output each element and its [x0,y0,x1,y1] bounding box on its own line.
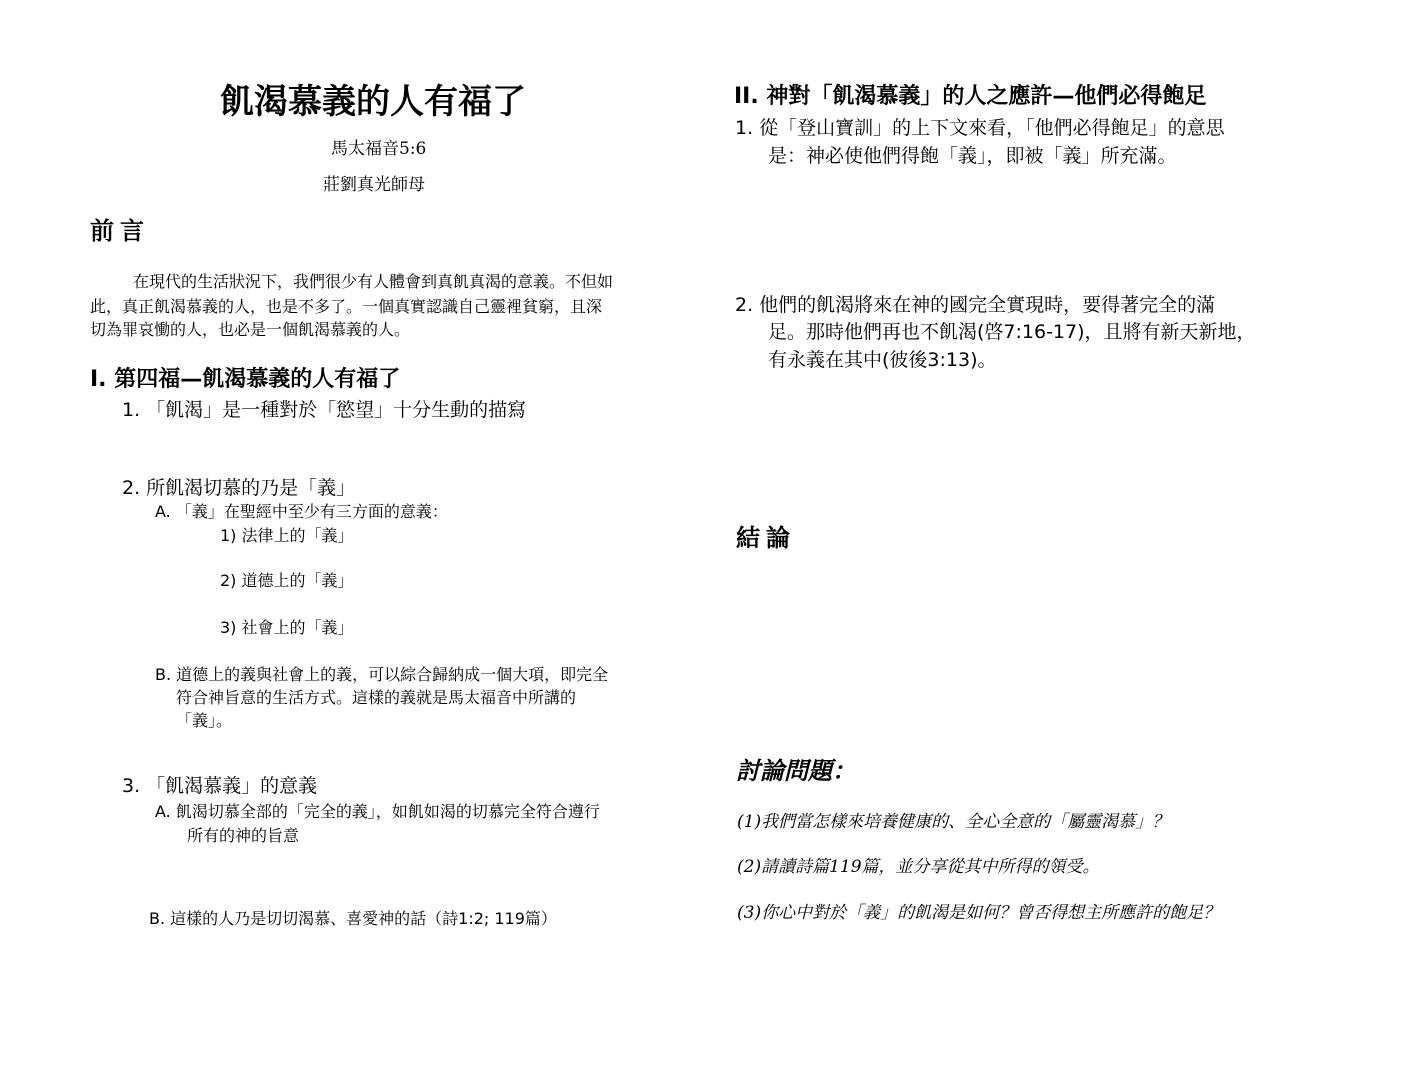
section-2-point-2: 2. 他們的飢渴將來在神的國完全實現時，要得著完全的滿 [735,294,1216,316]
section-1-heading: I. 第四福—飢渴慕義的人有福了 [90,367,401,392]
section-1-point-2-b: 符合神旨意的生活方式。這樣的義就是馬太福音中所講的 [176,688,577,707]
intro-heading: 前言 [90,216,150,245]
discussion-question: (2)請讀詩篇119篇，並分享從其中所得的領受。 [737,857,1100,877]
discussion-question: (3)你心中對於「義」的飢渴是如何？曾否得想主所應許的飽足？ [737,903,1221,923]
discussion-heading: 討論問題： [736,756,856,785]
section-1-point-3-a: 所有的神的旨意 [187,826,300,845]
section-2-heading: II. 神對「飢渴慕義」的人之應許—他們必得飽足 [734,84,1207,109]
scripture-reference: 馬太福音5:6 [331,139,427,159]
section-1-point-3-a: A. 飢渴切慕全部的「完全的義」，如飢如渴的切慕完全符合遵行 [155,802,600,821]
section-2-point-1: 是：神必使他們得飽「義」，即被「義」所充滿。 [768,145,1177,167]
section-1-point-3-b: B. 這樣的人乃是切切渴慕、喜愛神的話（詩1:2; 119篇） [149,909,557,928]
section-1-point-2: 2. 所飢渴切慕的乃是「義」 [122,477,356,499]
section-1-point-1: 1. 「飢渴」是一種對於「慾望」十分生動的描寫 [122,399,527,421]
section-2-point-1: 1. 從「登山寶訓」的上下文來看，「他們必得飽足」的意思 [735,117,1225,139]
intro-line: 在現代的生活狀況下，我們很少有人體會到真飢真渴的意義。不但如 [133,272,614,291]
intro-line: 此，真正飢渴慕義的人，也是不多了。一個真實認識自己靈裡貧窮，且深 [90,297,603,316]
discussion-question: (1)我們當怎樣來培養健康的、全心全意的「屬靈渴慕」？ [737,812,1170,832]
section-1-point-2-b: B. 道德上的義與社會上的義，可以綜合歸納成一個大項，即完全 [155,665,609,684]
author-name: 莊劉真光師母 [323,175,425,195]
meaning-item: 2) 道德上的「義」 [220,571,354,590]
section-2-point-2: 有永義在其中(彼後3:13)。 [768,349,997,371]
section-2-point-2: 足。那時他們再也不飢渴(啓7:16-17)，且將有新天新地， [768,321,1256,343]
intro-line: 切為罪哀慟的人，也必是一個飢渴慕義的人。 [90,320,411,339]
page-title: 飢渴慕義的人有福了 [220,82,526,122]
meaning-item: 1) 法律上的「義」 [220,526,354,545]
section-1-point-3: 3. 「飢渴慕義」的意義 [122,775,318,797]
meaning-item: 3) 社會上的「義」 [220,618,354,637]
section-1-point-2-a: A. 「義」在聖經中至少有三方面的意義： [155,502,448,521]
conclusion-heading: 結論 [736,523,796,552]
section-1-point-2-b: 「義」。 [176,711,233,730]
